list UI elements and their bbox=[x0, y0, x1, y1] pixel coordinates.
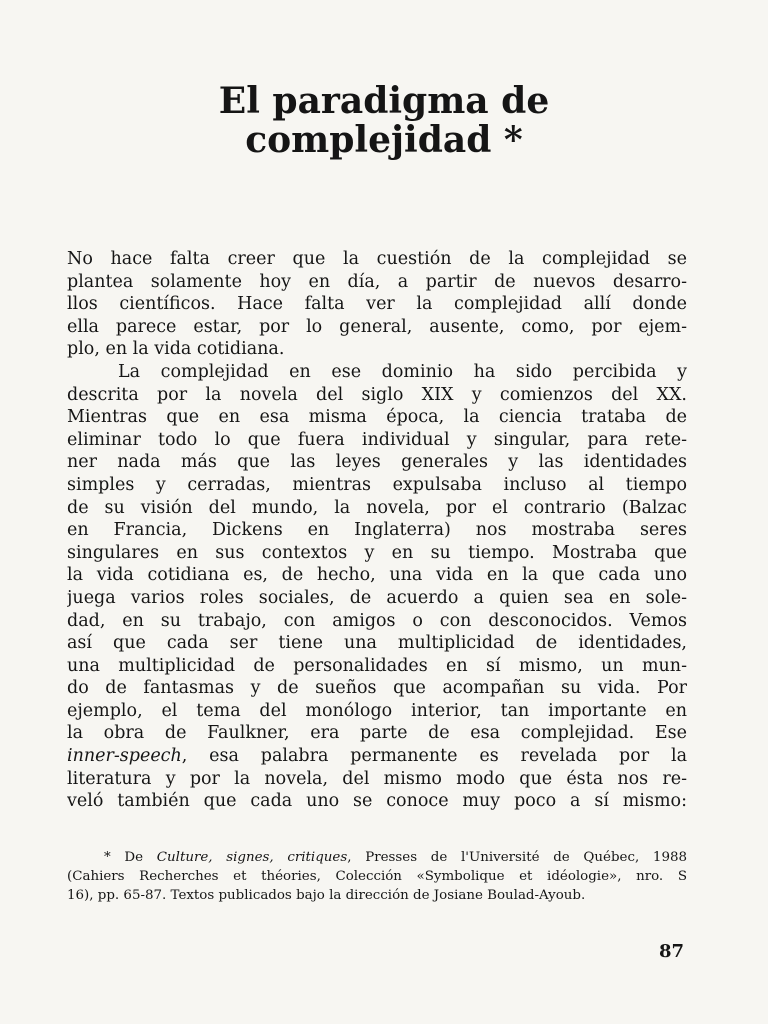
body-line: juega varios roles sociales, de acuerdo a quien sea en sole- bbox=[67, 587, 687, 608]
chapter-title-line-2: complejidad * bbox=[245, 119, 523, 161]
body-line: No hace falta creer que la cuestión de la complejidad se bbox=[67, 249, 687, 269]
body-line: la vida cotidiana es, de hecho, una vida en la que cada uno bbox=[67, 565, 687, 586]
footnote bbox=[67, 848, 687, 905]
footnote-line: * De Culture, signes, critiques, Presses de l'Université de Québec, 1988 bbox=[104, 850, 687, 865]
body-line: ner nada más que las leyes generales y las identidades bbox=[67, 452, 687, 473]
body-line: do de fantasmas y de sueños que acompañan su vida. Por bbox=[67, 678, 687, 699]
body-line: en Francia, Dickens en Inglaterra) nos mostraba seres bbox=[67, 520, 687, 541]
body-line: ella parece estar, por lo general, ausente, como, por ejem- bbox=[67, 316, 687, 337]
body-text bbox=[67, 248, 687, 813]
body-line: La complejidad en ese dominio ha sido percibida y bbox=[118, 361, 687, 382]
body-line: inner-speech, esa palabra permanente es revelada por la bbox=[67, 746, 687, 767]
footnote-line: 16), pp. 65-87. Textos publicados bajo la dirección de Josiane Boulad-Ayoub. bbox=[67, 888, 586, 903]
body-line: de su visión del mundo, la novela, por el contrario (Balzac bbox=[67, 497, 687, 518]
body-line: la obra de Faulkner, era parte de esa complejidad. Ese bbox=[67, 723, 687, 744]
body-line: singulares en sus contextos y en su tiempo. Mostraba que bbox=[67, 542, 687, 563]
page-number: 87 bbox=[658, 941, 684, 962]
body-line: Mientras que en esa misma época, la ciencia trataba de bbox=[67, 407, 687, 428]
body-line: descrita por la novela del siglo XIX y comienzos del XX. bbox=[67, 384, 687, 405]
body-line: simples y cerradas, mientras expulsaba incluso al tiempo bbox=[67, 474, 687, 495]
chapter-title-line-1: El paradigma de bbox=[218, 80, 550, 122]
body-line: llos científicos. Hace falta ver la complejidad allí donde bbox=[67, 294, 687, 315]
body-line: literatura y por la novela, del mismo modo que ésta nos re- bbox=[67, 768, 687, 789]
body-line: así que cada ser tiene una multiplicidad de identidades, bbox=[67, 633, 687, 654]
body-line: dad, en su trabajo, con amigos o con desconocidos. Vemos bbox=[67, 610, 687, 631]
body-line: una multiplicidad de personalidades en sí mismo, un mun- bbox=[67, 655, 687, 676]
body-line: ejemplo, el tema del monólogo interior, tan importante en bbox=[67, 700, 687, 721]
footnote-line: (Cahiers Recherches et théories, Colección «Symbolique et idéologie», nro. S bbox=[67, 869, 687, 884]
body-line: plantea solamente hoy en día, a partir de nuevos desarro- bbox=[67, 271, 687, 292]
chapter-title bbox=[60, 82, 708, 160]
body-line: veló también que cada uno se conoce muy poco a sí mismo: bbox=[67, 791, 687, 812]
body-line: plo, en la vida cotidiana. bbox=[67, 339, 285, 360]
body-line: eliminar todo lo que fuera individual y singular, para rete- bbox=[67, 429, 687, 450]
